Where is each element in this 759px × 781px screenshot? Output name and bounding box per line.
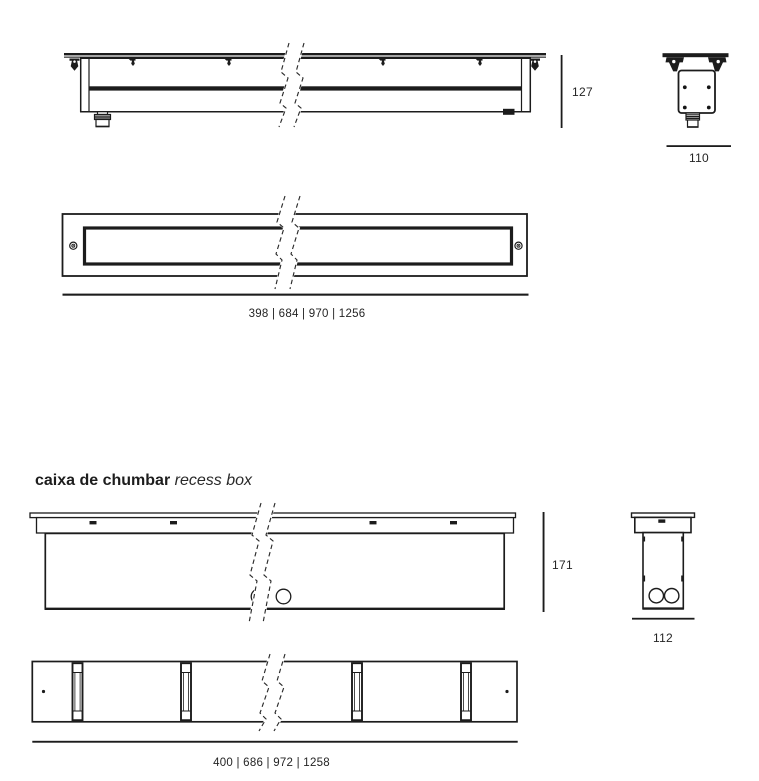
flange-underline — [64, 57, 546, 58]
flange — [663, 53, 729, 57]
dim-label-luminaire-height: 127 — [572, 85, 593, 99]
luminaire-plan-view — [63, 196, 529, 296]
body-outline — [80, 58, 531, 111]
collar-slot — [658, 519, 665, 522]
dimension-line-length — [32, 741, 517, 743]
dimension-line-width — [667, 145, 732, 147]
cable-gland — [95, 112, 111, 127]
spring-clips — [666, 57, 727, 71]
recess-box-end-view — [632, 513, 695, 620]
caption-portuguese: caixa de chumbar — [35, 472, 171, 489]
recess-box-caption — [35, 472, 252, 490]
luminaire-side-view — [64, 43, 563, 128]
box-body — [45, 533, 505, 609]
flange — [64, 53, 546, 55]
dimension-line-height — [561, 55, 563, 128]
mounting-clip — [69, 59, 540, 71]
dim-label-luminaire-lengths: 398 | 684 | 970 | 1256 — [248, 307, 366, 320]
dimension-line-width — [632, 618, 695, 620]
dim-label-recess-width: 112 — [652, 630, 674, 645]
fixing-tabs — [129, 59, 483, 66]
collar — [37, 518, 514, 533]
end-caps — [89, 58, 522, 111]
caption-english: recess box — [174, 472, 252, 489]
luminaire-end-view — [663, 53, 732, 147]
dim-label-recess-height: 171 — [552, 557, 573, 572]
recess-box-side-view — [30, 503, 545, 623]
dim-label-luminaire-width: 110 — [688, 150, 710, 165]
recess-box-plan-view — [32, 654, 517, 743]
dimension-line-length — [63, 294, 529, 296]
cable-gland — [686, 113, 700, 127]
optic-band — [89, 86, 522, 90]
dim-label-recess-lengths: 400 | 686 | 972 | 1258 — [213, 756, 330, 769]
bottom-connector — [503, 109, 515, 115]
dimension-line-height — [543, 512, 545, 612]
